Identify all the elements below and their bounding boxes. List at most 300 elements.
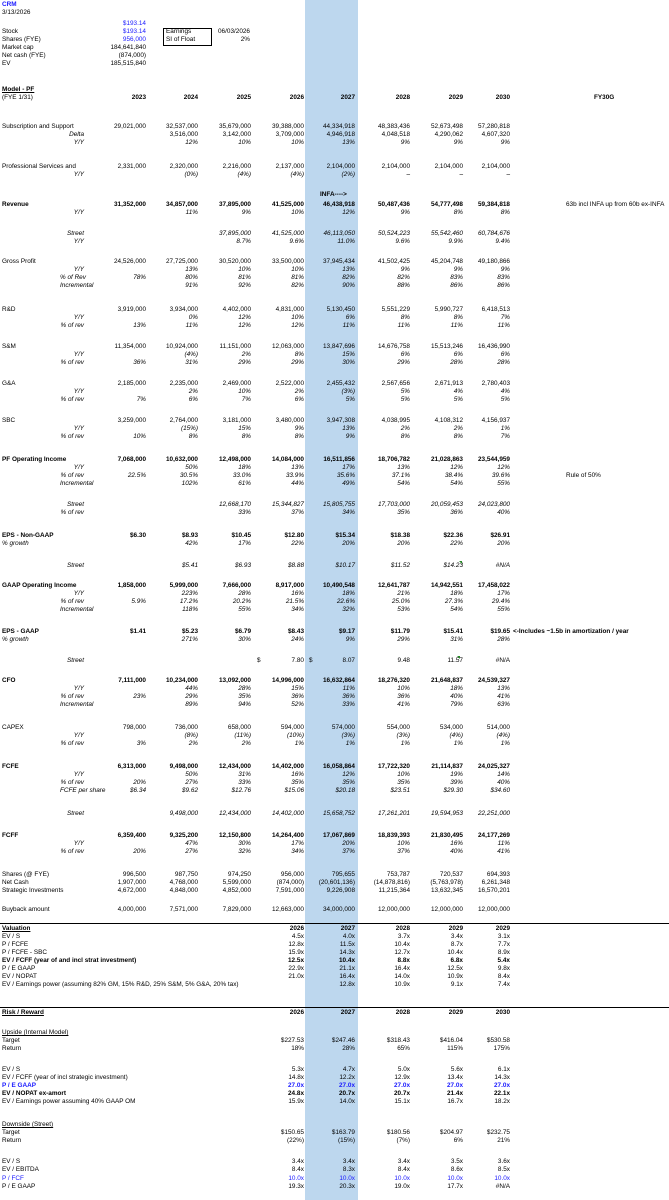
- cell-value: $6.79: [235, 628, 251, 635]
- cell-value: 32%: [342, 606, 355, 613]
- cell-value: 6%: [400, 351, 410, 358]
- cell-value: 2,671,913: [434, 380, 463, 387]
- cell-value: 41,525,000: [272, 201, 304, 208]
- cell-value: 9%: [500, 266, 510, 273]
- cell-value: (3%): [341, 732, 355, 739]
- cell-value: 35%: [397, 509, 410, 516]
- risk-year: 2030: [495, 1009, 510, 1016]
- cell-value: 10,632,000: [166, 456, 198, 463]
- cell-value: 5%: [400, 396, 410, 403]
- model-row: [0, 425, 669, 433]
- valuation-value: 7.7x: [497, 941, 510, 948]
- valuation-value: 10.9x: [394, 981, 410, 988]
- cell-value: 15%: [238, 425, 251, 432]
- row-label: Strategic Investments: [2, 887, 64, 894]
- cell-value: 974,250: [227, 871, 251, 878]
- upside-label: EV / FCFF (year of incl strategic investment): [2, 1074, 128, 1081]
- model-row: [0, 840, 669, 848]
- cell-value: 83%: [497, 274, 510, 281]
- cell-value: (2%): [341, 171, 355, 178]
- downside-title: [0, 1121, 669, 1129]
- upside-value: 14.0x: [339, 1098, 355, 1105]
- cell-value: 12%: [238, 314, 251, 321]
- upside-value: 20.7x: [339, 1090, 355, 1097]
- downside-value: (15%): [337, 1137, 355, 1144]
- cell-value: 37,895,000: [219, 230, 251, 237]
- cell-value: 29%: [238, 359, 251, 366]
- cell-value: $9.17: [339, 628, 355, 635]
- model-row: [0, 266, 669, 274]
- cell-value: 79%: [450, 701, 463, 708]
- valuation-value: 21.1x: [339, 965, 355, 972]
- cell-value: 20%: [497, 540, 510, 547]
- upside-value: 6.1x: [497, 1066, 510, 1073]
- cell-value: 12%: [450, 464, 463, 471]
- cell-value: 22,251,000: [478, 810, 510, 817]
- valuation-value: 4.0x: [342, 933, 355, 940]
- header-label: EV: [2, 60, 11, 67]
- cell-value: 24%: [291, 636, 304, 643]
- model-row: [0, 740, 669, 748]
- cell-value: 720,537: [439, 871, 463, 878]
- valuation-value: 3.1x: [497, 933, 510, 940]
- cell-value: 18,839,393: [378, 832, 410, 839]
- cell-value: 33.0%: [232, 472, 251, 479]
- upside-row: [0, 1098, 669, 1106]
- cell-value: 5,599,000: [222, 879, 251, 886]
- divider: [0, 923, 669, 924]
- cell-value: 12,663,000: [272, 906, 304, 913]
- model-row: [0, 464, 669, 472]
- cell-value: $10.17: [335, 562, 355, 569]
- cell-value: 9%: [294, 425, 304, 432]
- row-sublabel: Y/Y: [73, 590, 84, 597]
- cell-value: 118%: [182, 606, 198, 613]
- cell-value: 41%: [497, 693, 510, 700]
- cell-value: 6%: [345, 314, 355, 321]
- model-row: [0, 359, 669, 367]
- year-2028: 2028: [395, 94, 410, 101]
- cell-value: 91%: [185, 282, 198, 289]
- valuation-label: EV / NOPAT: [2, 973, 37, 980]
- cell-value: 57,280,818: [478, 123, 510, 130]
- row-sublabel: Y/Y: [73, 351, 84, 358]
- cell-value: 10%: [397, 771, 410, 778]
- cell-value: 12,641,787: [378, 582, 410, 589]
- cell-value: 17,703,000: [378, 501, 410, 508]
- cell-value: 15,658,752: [323, 810, 355, 817]
- upside-value: 18.2x: [494, 1098, 510, 1105]
- valuation-value: 12.8x: [339, 981, 355, 988]
- cell-value: 22.6%: [336, 598, 355, 605]
- downside-value: 8.4x: [291, 1166, 304, 1173]
- cell-value: 17%: [238, 540, 251, 547]
- valuation-year: 2029: [495, 925, 510, 932]
- cell-value: 6%: [500, 351, 510, 358]
- cell-value: 15%: [342, 351, 355, 358]
- valuation-value: 8.9x: [497, 949, 510, 956]
- cell-value: 0%: [188, 314, 198, 321]
- cell-value: 13%: [497, 685, 510, 692]
- cell-value: 28%: [497, 359, 510, 366]
- cell-value: 48,383,436: [378, 123, 410, 130]
- row-sublabel: FCFE per share: [60, 787, 106, 794]
- cell-value: 55,542,460: [431, 230, 463, 237]
- cell-value: 10,490,548: [323, 582, 355, 589]
- cell-value: 33%: [238, 509, 251, 516]
- header-row: [0, 36, 669, 44]
- upside-value: 27.0x: [447, 1082, 463, 1089]
- cell-value: 17,458,022: [478, 582, 510, 589]
- year-2023: 2023: [131, 94, 146, 101]
- cell-value: $15.06: [284, 787, 304, 794]
- valuation-label: EV / FCFF (year of and incl strat investment): [2, 957, 137, 964]
- cell-value: 18,706,782: [378, 456, 410, 463]
- upside-row: [0, 1066, 669, 1074]
- downside-value: 10.0x: [394, 1175, 410, 1182]
- upside-value: $318.43: [386, 1037, 410, 1044]
- cell-value: 2%: [188, 740, 198, 747]
- cell-value: 41%: [397, 701, 410, 708]
- downside-value: 8.3x: [342, 1166, 355, 1173]
- cell-value: 31,352,000: [114, 201, 146, 208]
- cell-value: (0%): [184, 171, 198, 178]
- cell-value: 8.7%: [236, 238, 251, 245]
- cell-value: 3,709,000: [275, 131, 304, 138]
- model-row: [0, 501, 669, 509]
- model-row: [0, 201, 669, 209]
- cell-value: $12.76: [231, 787, 251, 794]
- downside-value: 19.0x: [394, 1183, 410, 1190]
- cell-value: 9%: [345, 636, 355, 643]
- model-row: [0, 787, 669, 795]
- cell-value: 3,947,308: [326, 417, 355, 424]
- row-label: Shares (@ FYE): [2, 871, 49, 878]
- model-row: [0, 380, 669, 388]
- cell-value: 8%: [188, 433, 198, 440]
- cell-value: $34.60: [490, 787, 510, 794]
- header-row: [0, 60, 669, 68]
- model-row: [0, 433, 669, 441]
- upside-row: [0, 1082, 669, 1090]
- row-label: FCFF: [2, 832, 19, 839]
- cell-value: 5,999,000: [169, 582, 198, 589]
- cell-value: $18.38: [390, 532, 410, 539]
- cell-value: 55%: [497, 480, 510, 487]
- cell-value: (8%): [184, 732, 198, 739]
- cell-value: 1%: [294, 740, 304, 747]
- downside-value: 3.4x: [342, 1158, 355, 1165]
- cell-value: 795,655: [331, 871, 355, 878]
- valuation-header: [0, 925, 669, 933]
- upside-value: 27.0x: [288, 1082, 304, 1089]
- model-row: [0, 657, 669, 665]
- cell-value: 39.6%: [491, 472, 510, 479]
- cell-value: 11%: [497, 322, 510, 329]
- row-sublabel: Y/Y: [73, 209, 84, 216]
- cell-value: 47%: [185, 840, 198, 847]
- cell-value: 2%: [241, 740, 251, 747]
- upside-value: 24.8x: [288, 1090, 304, 1097]
- risk-year: 2026: [289, 1009, 304, 1016]
- cell-value: 2,104,000: [326, 163, 355, 170]
- valuation-label: P / FCFE - SBC: [2, 949, 47, 956]
- cell-value: 35%: [238, 693, 251, 700]
- cell-value: 30%: [238, 636, 251, 643]
- row-label: EPS - Non-GAAP: [2, 532, 54, 539]
- valuation-value: 8.7x: [450, 941, 463, 948]
- cell-value: 32,537,000: [166, 123, 198, 130]
- cell-value: 54,777,498: [431, 201, 463, 208]
- cell-value: 102%: [181, 480, 198, 487]
- cell-value: 12%: [291, 322, 304, 329]
- cell-value: $26.91: [490, 532, 510, 539]
- cell-value: 17%: [497, 590, 510, 597]
- downside-row: [0, 1183, 669, 1191]
- header-row: [0, 52, 669, 60]
- cell-value: 7.80: [291, 657, 304, 664]
- cell-value: 7,111,000: [118, 677, 146, 684]
- cell-value: 30,520,000: [219, 258, 251, 265]
- downside-value: 10.0x: [288, 1175, 304, 1182]
- cell-value: 10,924,000: [166, 343, 198, 350]
- cell-value: 18,276,320: [378, 677, 410, 684]
- cell-value: 37%: [291, 509, 304, 516]
- upside-value: 14.3x: [494, 1074, 510, 1081]
- cell-value: 27.3%: [444, 598, 463, 605]
- row-label: GAAP Operating Income: [2, 582, 77, 589]
- upside-value: 20.7x: [394, 1090, 410, 1097]
- cell-value: 10,234,000: [166, 677, 198, 684]
- cell-value: 2,331,000: [117, 163, 146, 170]
- row-sublabel: % of rev: [60, 359, 84, 366]
- model-row: [0, 230, 669, 238]
- row-sublabel: % of rev: [60, 433, 84, 440]
- upside-value: $530.58: [486, 1037, 510, 1044]
- header-key-value: 06/03/2026: [218, 28, 250, 35]
- cell-value: 7,571,000: [169, 906, 198, 913]
- valuation-value: 12.7x: [394, 949, 410, 956]
- header-row: [0, 28, 669, 36]
- cell-value: 8.07: [342, 657, 355, 664]
- cell-value: 92%: [238, 282, 251, 289]
- cell-value: (5,763,978): [430, 879, 463, 886]
- row-sublabel: Y/Y: [73, 139, 84, 146]
- cell-value: $9.62: [182, 787, 198, 794]
- cell-value: 1%: [500, 740, 510, 747]
- cell-value: 3,919,000: [117, 306, 146, 313]
- upside-value: 14.8x: [288, 1074, 304, 1081]
- valuation-label: EV / S: [2, 933, 21, 940]
- cell-value: 21,114,837: [431, 763, 463, 770]
- cell-value: 20%: [133, 779, 146, 786]
- model-row: [0, 123, 669, 131]
- cell-value: 7%: [241, 396, 251, 403]
- cell-value: 11%: [185, 209, 198, 216]
- model-row: [0, 258, 669, 266]
- cell-value: 25.0%: [391, 598, 410, 605]
- row-sublabel: % of rev: [60, 848, 84, 855]
- cell-value: 9.9%: [448, 238, 463, 245]
- cell-value: (15%): [180, 425, 198, 432]
- model-row: [0, 810, 669, 818]
- cell-value: $6.30: [130, 532, 146, 539]
- cell-value: (3%): [396, 732, 410, 739]
- upside-value: 15.1x: [394, 1098, 410, 1105]
- valuation-row: [0, 933, 669, 941]
- upside-value: 22.1x: [494, 1090, 510, 1097]
- cell-value: 3%: [136, 740, 146, 747]
- cell-value: 2,216,000: [222, 163, 251, 170]
- cell-value: 31%: [450, 636, 463, 643]
- cell-value: 12,150,800: [219, 832, 251, 839]
- cell-value: 7,666,000: [222, 582, 251, 589]
- cell-value: 7%: [136, 396, 146, 403]
- fye-label: (FYE 1/31): [2, 94, 33, 101]
- cell-value: 2,137,000: [275, 163, 304, 170]
- cell-value: 956,000: [280, 871, 304, 878]
- model-row: [0, 732, 669, 740]
- cell-value: 54%: [450, 606, 463, 613]
- header-value: 185,515,840: [110, 60, 146, 67]
- row-sublabel: Y/Y: [73, 238, 84, 245]
- model-row: [0, 322, 669, 330]
- upside-row: [0, 1090, 669, 1098]
- cell-value: 11,151,000: [219, 343, 251, 350]
- valuation-year: 2028: [395, 925, 410, 932]
- cell-value: 2,104,000: [481, 163, 510, 170]
- cell-value: 8%: [294, 433, 304, 440]
- valuation-value: 4.5x: [291, 933, 304, 940]
- cell-value: 14,676,758: [378, 343, 410, 350]
- row-sublabel: Y/Y: [73, 464, 84, 471]
- header-value: $193.14: [122, 28, 146, 35]
- row-sublabel: Street: [66, 230, 84, 237]
- valuation-year: 2029: [448, 925, 463, 932]
- cell-value: 12,434,000: [219, 763, 251, 770]
- cell-value: 1%: [345, 740, 355, 747]
- valuation-value: 12.5x: [447, 965, 463, 972]
- cell-value: 4,946,918: [326, 131, 355, 138]
- cell-value: 12,434,000: [219, 810, 251, 817]
- cell-value: 554,000: [386, 724, 410, 731]
- cell-value: 28%: [450, 359, 463, 366]
- header-label: Stock: [2, 28, 18, 35]
- cell-value: 4%: [453, 388, 463, 395]
- row-sublabel: Incremental: [60, 282, 94, 289]
- cell-value: 14%: [497, 771, 510, 778]
- row-sublabel: Incremental: [60, 606, 94, 613]
- valuation-value: 9.1x: [450, 981, 463, 988]
- cell-value: 28%: [497, 636, 510, 643]
- cell-value: 28%: [238, 590, 251, 597]
- header-key-value: 2%: [240, 36, 250, 43]
- cell-value: 4,672,000: [117, 887, 146, 894]
- valuation-value: 22.9x: [288, 965, 304, 972]
- cell-value: 5.9%: [131, 598, 146, 605]
- cell-value: $12.80: [284, 532, 304, 539]
- cell-value: 2%: [400, 425, 410, 432]
- upside-value: 18%: [291, 1045, 304, 1052]
- cell-value: 19,594,953: [431, 810, 463, 817]
- row-sublabel: Y/Y: [73, 314, 84, 321]
- cell-value: 10%: [238, 266, 251, 273]
- fy30g-label: FY30G: [594, 94, 615, 101]
- row-note: 63b incl INFA up from 60b ex-INFA: [566, 201, 665, 208]
- cell-value: 10%: [397, 685, 410, 692]
- row-label: % growth: [2, 636, 29, 643]
- cell-value: $23.51: [390, 787, 410, 794]
- model-title: Model - PF: [2, 86, 35, 93]
- cell-value: 17,067,869: [323, 832, 355, 839]
- downside-value: 10.0x: [339, 1175, 355, 1182]
- cell-value: 1,858,000: [117, 582, 146, 589]
- cell-value: 2,764,000: [169, 417, 198, 424]
- cell-value: 6,418,513: [481, 306, 510, 313]
- upside-title: [0, 1029, 669, 1037]
- cell-value: 534,000: [439, 724, 463, 731]
- valuation-row: [0, 965, 669, 973]
- downside-value: 3.4x: [291, 1158, 304, 1165]
- model-row: [0, 848, 669, 856]
- cell-value: 13%: [342, 266, 355, 273]
- model-row: [0, 693, 669, 701]
- cell-value: 10%: [238, 388, 251, 395]
- cell-value: 18%: [342, 590, 355, 597]
- cell-value: 50,524,223: [378, 230, 410, 237]
- cell-value: 21%: [397, 590, 410, 597]
- cell-value: $8.43: [288, 628, 304, 635]
- downside-value: 3.4x: [397, 1158, 410, 1165]
- downside-value: (22%): [286, 1137, 304, 1144]
- cell-value: 16,570,201: [478, 887, 510, 894]
- cell-value: 17,261,201: [378, 810, 410, 817]
- cell-value: 41,525,000: [272, 230, 304, 237]
- model-row: [0, 417, 669, 425]
- cell-value: 21,830,495: [431, 832, 463, 839]
- cell-value: 11,215,364: [378, 887, 410, 894]
- cell-value: 15%: [291, 685, 304, 692]
- cell-value: 21.5%: [285, 598, 304, 605]
- cell-value: 82%: [397, 274, 410, 281]
- price-top: $193.14: [122, 20, 146, 27]
- cell-value: 3,934,000: [169, 306, 198, 313]
- cell-value: 31%: [185, 359, 198, 366]
- cell-value: 2,522,000: [275, 380, 304, 387]
- row-sublabel: Y/Y: [73, 732, 84, 739]
- cell-value: 33%: [238, 779, 251, 786]
- valuation-value: 8.4x: [497, 973, 510, 980]
- cell-value: #N/A: [495, 657, 510, 664]
- upside-label: Target: [2, 1037, 20, 1044]
- cell-value: 4%: [500, 388, 510, 395]
- cell-value: 59,384,818: [478, 201, 510, 208]
- cell-value: 20%: [342, 840, 355, 847]
- cell-value: 61%: [238, 480, 251, 487]
- row-label: S&M: [2, 343, 16, 350]
- cell-value: 17%: [342, 464, 355, 471]
- dollar-sign: $: [257, 657, 261, 664]
- cell-value: 12%: [342, 771, 355, 778]
- cell-value: 18%: [450, 590, 463, 597]
- cell-value: 54%: [397, 480, 410, 487]
- model-row: [0, 562, 669, 570]
- row-label: Net Cash: [2, 879, 29, 886]
- valuation-value: 6.8x: [450, 957, 463, 964]
- cell-value: 13%: [185, 266, 198, 273]
- cell-value: 11%: [342, 685, 355, 692]
- cell-value: 33,500,000: [272, 258, 304, 265]
